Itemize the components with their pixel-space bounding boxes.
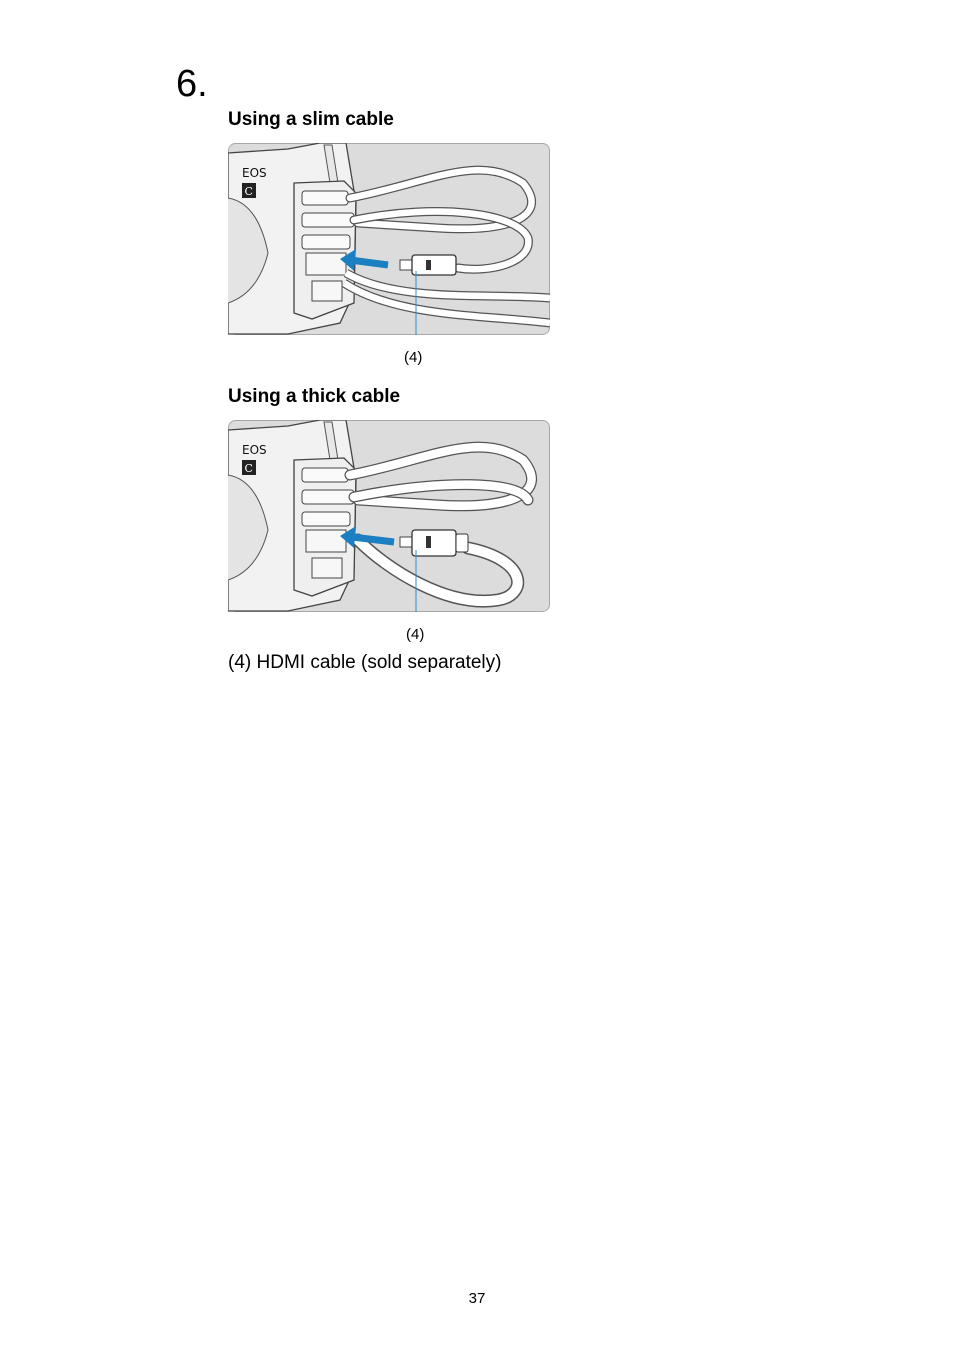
figure-caption: (4) HDMI cable (sold separately) xyxy=(228,652,502,673)
slim-cable-illustration xyxy=(228,143,550,335)
figure-thick-callout: (4) xyxy=(406,626,425,643)
figure-slim-callout: (4) xyxy=(404,349,423,366)
figure-thick-cable xyxy=(228,420,550,612)
camera-brand-mark-2: EOS xyxy=(242,443,267,457)
camera-badge-mark: C xyxy=(244,185,253,198)
camera-brand-mark: EOS xyxy=(242,166,267,180)
step-number: 6. xyxy=(176,63,208,105)
thick-cable-illustration xyxy=(228,420,550,612)
camera-badge-mark-2: C xyxy=(244,462,253,475)
page-number: 37 xyxy=(468,1290,486,1307)
figure-heading-thick: Using a thick cable xyxy=(228,386,401,407)
figure-slim-cable xyxy=(228,143,550,335)
figure-heading-slim: Using a slim cable xyxy=(228,109,394,130)
